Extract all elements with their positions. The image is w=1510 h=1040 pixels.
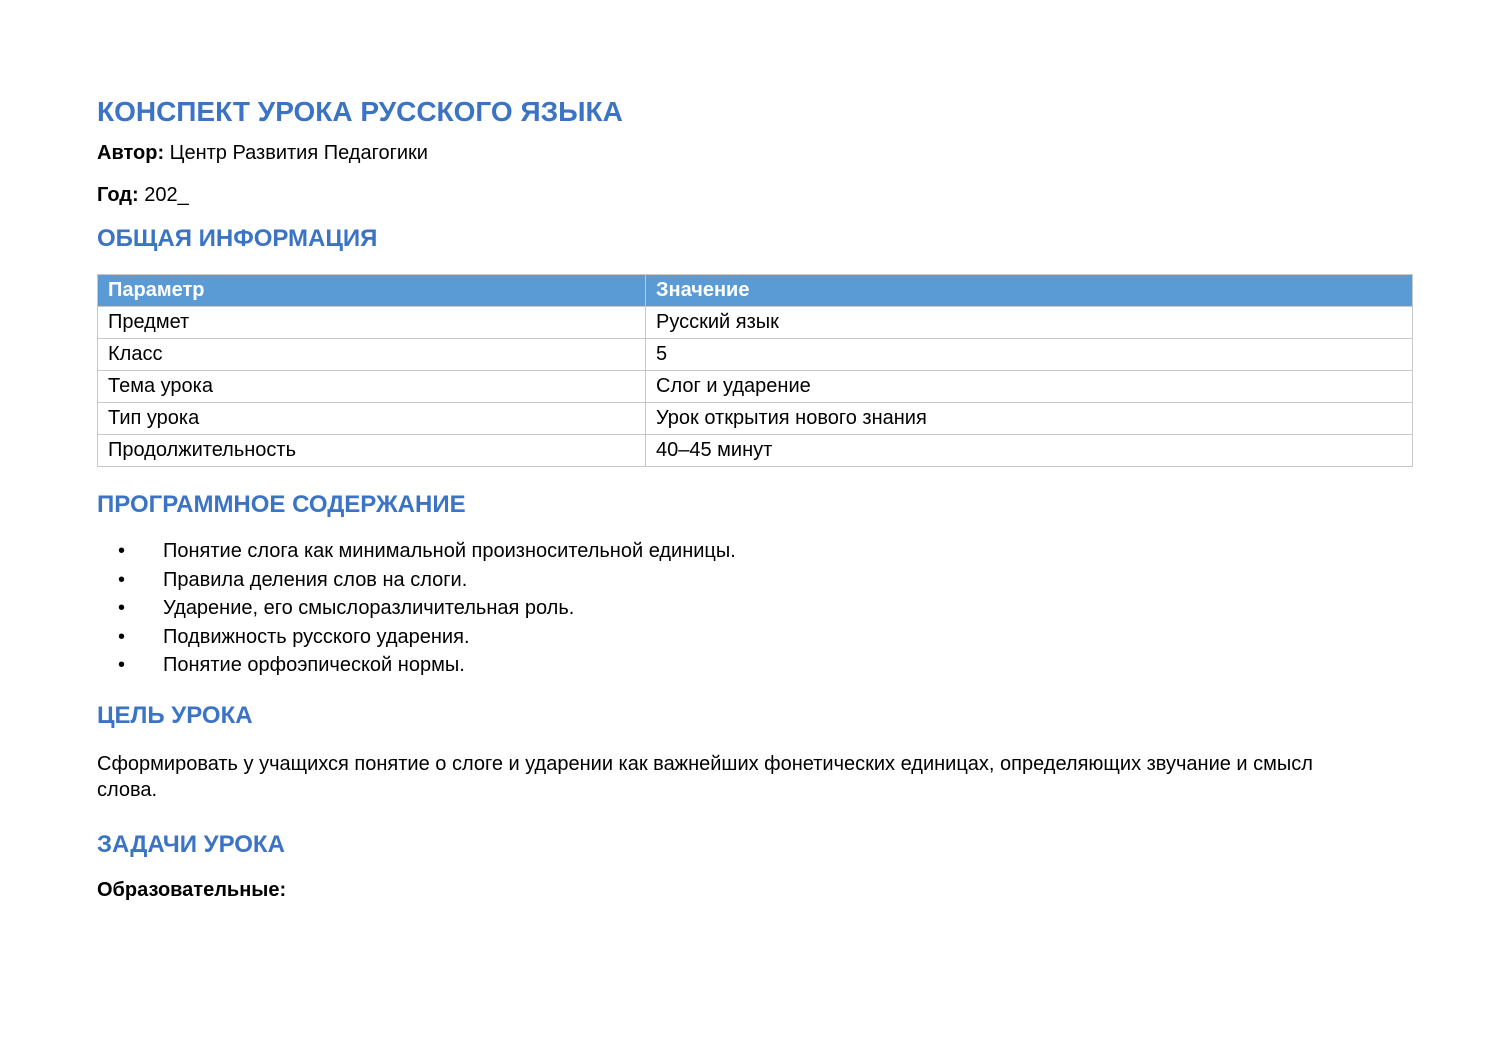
year-line (97, 182, 1413, 208)
list-item-text: Ударение, его смыслоразличительная роль. (163, 597, 575, 619)
table-row (98, 339, 1413, 371)
tasks-subheading: Образовательные: (97, 878, 287, 901)
bullet-icon: • (118, 540, 126, 562)
table-cell: Продолжительность (98, 435, 646, 467)
list-item-text: Правила деления слов на слоги. (163, 568, 468, 591)
goal-text: Сформировать у учащихся понятие о слоге и ударении как важнейших фонетических единицах, определяющих звучание и смысл слова. (97, 752, 1313, 801)
table-cell: Слог и ударение (646, 371, 1413, 403)
table-header-cell: Параметр (98, 275, 646, 307)
section-heading-goal: ЦЕЛЬ УРОКА (97, 701, 253, 729)
general-info-table (97, 274, 1413, 467)
list-item-text: Понятие слога как минимальной произносительной единицы. (163, 540, 736, 562)
table-cell: 40–45 минут (646, 435, 1413, 467)
table-cell: Предмет (98, 307, 646, 339)
bullet-icon: • (118, 654, 126, 676)
year-value: 202_ (144, 184, 189, 206)
table-row (98, 435, 1413, 467)
table-row (98, 307, 1413, 339)
table-row (98, 403, 1413, 435)
author-label: Автор: (97, 142, 165, 164)
list-item (97, 537, 1413, 566)
bullet-icon: • (118, 625, 126, 648)
table-cell: 5 (646, 339, 1413, 371)
document-title: КОНСПЕКТ УРОКА РУССКОГО ЯЗЫКА (97, 96, 623, 127)
table-cell: Класс (98, 339, 646, 371)
list-item-text: Понятие орфоэпической нормы. (163, 654, 465, 676)
table-cell: Урок открытия нового знания (646, 403, 1413, 435)
section-heading-general: ОБЩАЯ ИНФОРМАЦИЯ (97, 225, 378, 252)
program-content-list (97, 537, 1413, 680)
bullet-icon: • (118, 568, 126, 591)
list-item (97, 594, 1413, 623)
list-item (97, 623, 1413, 652)
list-item (97, 651, 1413, 680)
table-cell: Тема урока (98, 371, 646, 403)
author-value: Центр Развития Педагогики (169, 142, 428, 164)
section-heading-tasks: ЗАДАЧИ УРОКА (97, 830, 285, 858)
list-item (97, 566, 1413, 595)
list-item-text: Подвижность русского ударения. (163, 625, 470, 648)
table-header-cell: Значение (646, 275, 1413, 307)
table-cell: Русский язык (646, 307, 1413, 339)
table-header-row (98, 275, 1413, 307)
table-cell: Тип урока (98, 403, 646, 435)
year-label: Год: (97, 184, 139, 206)
author-line (97, 140, 1413, 166)
document-content (97, 90, 1413, 903)
bullet-icon: • (118, 597, 126, 619)
section-heading-program: ПРОГРАММНОЕ СОДЕРЖАНИЕ (97, 491, 466, 518)
table-row (98, 371, 1413, 403)
